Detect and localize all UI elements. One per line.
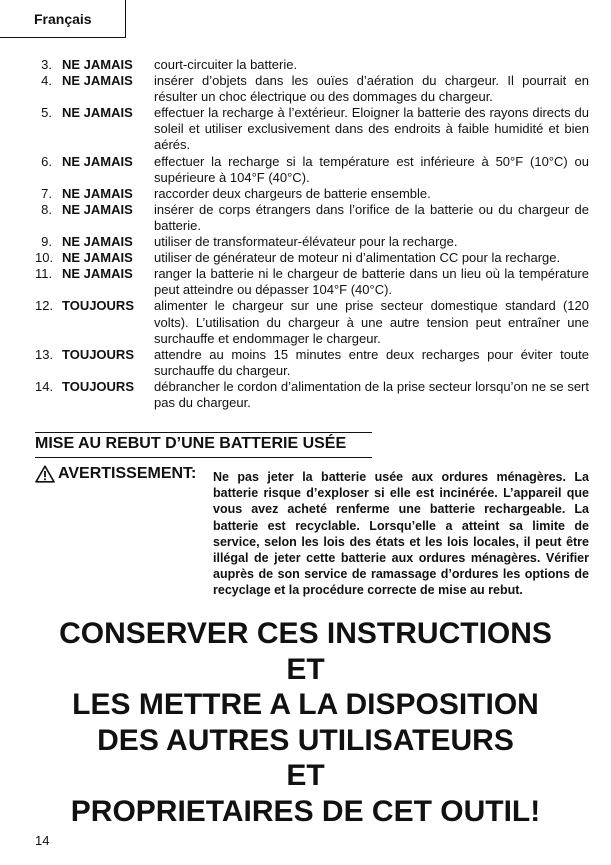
rule-number: 12.	[35, 298, 54, 314]
warning-triangle-icon	[35, 465, 55, 483]
closing-line: LES METTRE A LA DISPOSITION	[72, 688, 539, 721]
list-item	[35, 57, 589, 73]
rule-text: effectuer la recharge si la température est inférieure à 50°F (10°C) ou supérieure à 104°F (40°C).	[154, 153, 589, 185]
closing-line: PROPRIETAIRES DE CET OUTIL!	[70, 794, 541, 828]
rule-text: attendre au moins 15 minutes entre deux recharges pour éviter toute surchauffe du chargeur.	[154, 346, 589, 378]
rule-number: 8.	[41, 201, 52, 217]
rule-keyword: NE JAMAIS	[62, 201, 133, 217]
rule-keyword: NE JAMAIS	[62, 153, 133, 169]
rule-keyword: NE JAMAIS	[62, 250, 133, 266]
rule-text: ranger la batterie ni le chargeur de batterie dans un lieu où la température peut atteindre ou dépasser 104°F (40°C).	[154, 266, 589, 298]
rule-keyword: NE JAMAIS	[62, 266, 133, 282]
safety-rules-list	[35, 57, 589, 411]
rule-keyword: NE JAMAIS	[62, 185, 133, 201]
rule-text: insérer d’objets dans les ouïes d’aération du chargeur. Il pourrait en résulter un choc électrique ou des dommages du chargeur.	[154, 73, 589, 105]
closing-line: ET	[286, 652, 325, 686]
rule-number: 10.	[35, 250, 54, 266]
rule-text: raccorder deux chargeurs de batterie ensemble.	[154, 185, 431, 201]
page-number: 14	[35, 833, 50, 848]
warning-label-text: AVERTISSEMENT:	[58, 465, 197, 482]
rule-number: 9.	[41, 234, 52, 250]
rule-text: utiliser de transformateur-élévateur pour la recharge.	[154, 234, 458, 250]
warning-text: Ne pas jeter la batterie usée aux ordures ménagères. La batterie risque d’exploser si elle est incinérée. L’appareil que vous avez acheté renferme une batterie rechargeable. La batterie est recyclable. Lorsqu’elle a atteint sa limite de service, selon les lois des états et les lois locales, il peut être illégal de jeter cette batterie aux ordures ménagères. Vérifier auprès de son service de ramassage d’ordures les options de recyclage et la procédure correcte de mise au rebut.	[213, 470, 589, 598]
closing-notice	[0, 616, 611, 829]
rule-number: 3.	[41, 57, 52, 72]
rule-number: 14.	[35, 378, 54, 394]
rule-keyword: NE JAMAIS	[62, 57, 133, 72]
closing-line: DES AUTRES UTILISATEURS	[97, 723, 514, 757]
rule-text: débrancher le cordon d’alimentation de la prise secteur lorsqu’on ne se sert pas du chargeur.	[154, 378, 589, 410]
list-item	[35, 105, 589, 153]
list-item	[35, 250, 589, 266]
rule-keyword: TOUJOURS	[62, 378, 134, 394]
list-item	[35, 73, 589, 105]
rule-number: 7.	[41, 185, 52, 201]
rule-number: 4.	[41, 73, 52, 89]
rule-keyword: TOUJOURS	[62, 298, 134, 314]
rule-text: alimenter le chargeur sur une prise secteur domestique standard (120 volts). L’utilisation du chargeur à une autre tension peut entraîner une surchauffe et endommager le chargeur.	[154, 298, 589, 346]
list-item	[35, 298, 589, 346]
language-tab	[0, 0, 126, 38]
rule-keyword: TOUJOURS	[62, 346, 134, 362]
list-item	[35, 266, 589, 298]
list-item	[35, 186, 589, 202]
language-label: Français	[34, 11, 92, 27]
list-item	[35, 379, 589, 411]
rule-number: 13.	[35, 346, 54, 362]
warning-label	[35, 465, 196, 483]
rule-number: 5.	[41, 105, 52, 121]
closing-line: CONSERVER CES INSTRUCTIONS	[59, 617, 552, 650]
rule-keyword: NE JAMAIS	[62, 234, 133, 250]
rule-number: 6.	[41, 153, 52, 169]
section-heading-disposal: MISE AU REBUT D’UNE BATTERIE USÉE	[35, 432, 372, 458]
closing-line: ET	[286, 759, 325, 792]
list-item	[35, 202, 589, 234]
rule-text: insérer de corps étrangers dans l’orifice de la batterie ou du chargeur de batterie.	[154, 201, 589, 233]
rule-keyword: NE JAMAIS	[62, 105, 133, 121]
list-item	[35, 347, 589, 379]
rule-text: effectuer la recharge à l’extérieur. Eloigner la batterie des rayons directs du soleil et utiliser exclusivement dans des endroits à faible humidité et bien aérés.	[154, 105, 589, 153]
rule-text: utiliser de générateur de moteur ni d’alimentation CC pour la recharge.	[154, 250, 561, 266]
rule-text: court-circuiter la batterie.	[154, 57, 298, 72]
list-item	[35, 234, 589, 250]
rule-number: 11.	[35, 266, 53, 282]
rule-keyword: NE JAMAIS	[62, 73, 133, 89]
list-item	[35, 154, 589, 186]
